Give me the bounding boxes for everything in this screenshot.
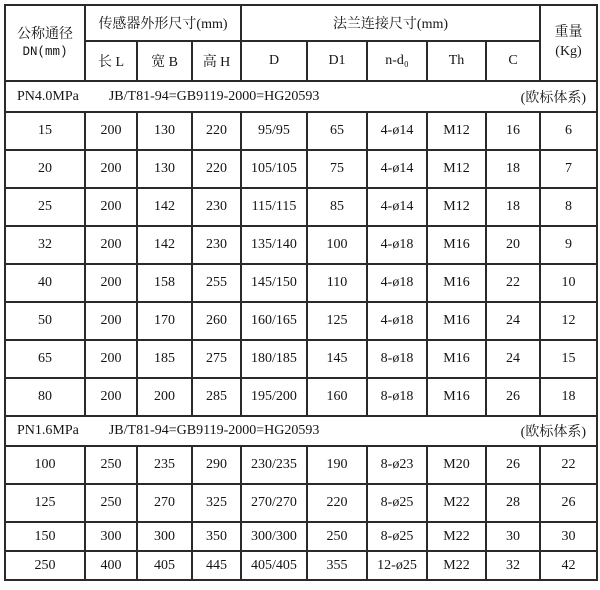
spec-value-cell: 142 xyxy=(137,188,192,226)
dn-value-cell: 32 xyxy=(5,226,85,264)
spec-value-cell: M22 xyxy=(427,551,486,580)
data-row-dn-150 xyxy=(5,522,597,551)
spec-value-cell: 18 xyxy=(540,378,597,416)
spec-value-cell: M16 xyxy=(427,378,486,416)
spec-value-cell: M22 xyxy=(427,522,486,551)
dn-value-cell: 20 xyxy=(5,150,85,188)
spec-value-cell: 200 xyxy=(85,378,137,416)
spec-value-cell: 26 xyxy=(486,378,540,416)
header-length-l: 长 L xyxy=(85,41,137,81)
spec-value-cell: M20 xyxy=(427,446,486,484)
spec-value-cell: 16 xyxy=(486,112,540,150)
dn-value-cell: 50 xyxy=(5,302,85,340)
spec-value-cell: 30 xyxy=(486,522,540,551)
spec-value-cell: 350 xyxy=(192,522,241,551)
dn-value-cell: 25 xyxy=(5,188,85,226)
spec-value-cell: 158 xyxy=(137,264,192,302)
header-n-d0: n-d₀ xyxy=(367,41,427,81)
spec-value-cell: 200 xyxy=(137,378,192,416)
table-header xyxy=(5,5,597,81)
spec-value-cell: 130 xyxy=(137,112,192,150)
spec-value-cell: 275 xyxy=(192,340,241,378)
pressure-section-cell xyxy=(5,81,597,112)
spec-value-cell: 300 xyxy=(137,522,192,551)
spec-value-cell: 250 xyxy=(85,484,137,522)
spec-value-cell: 255 xyxy=(192,264,241,302)
spec-value-cell: 30 xyxy=(540,522,597,551)
spec-value-cell: 220 xyxy=(192,150,241,188)
spec-value-cell: M12 xyxy=(427,188,486,226)
header-width-b: 宽 B xyxy=(137,41,192,81)
spec-value-cell: 270/270 xyxy=(241,484,307,522)
spec-value-cell: 8-ø25 xyxy=(367,522,427,551)
spec-value-cell: 270 xyxy=(137,484,192,522)
dn-value-cell: 100 xyxy=(5,446,85,484)
standard-system-note: (欧标体系) xyxy=(520,425,586,440)
table-body xyxy=(5,81,597,580)
spec-value-cell: 405 xyxy=(137,551,192,580)
spec-value-cell: 230 xyxy=(192,226,241,264)
spec-value-cell: 145 xyxy=(307,340,367,378)
dn-value-cell: 40 xyxy=(5,264,85,302)
spec-value-cell: 300/300 xyxy=(241,522,307,551)
spec-value-cell: 65 xyxy=(307,112,367,150)
spec-value-cell: 22 xyxy=(486,264,540,302)
spec-value-cell: 200 xyxy=(85,226,137,264)
spec-value-cell: 285 xyxy=(192,378,241,416)
spec-value-cell: 18 xyxy=(486,150,540,188)
spec-value-cell: 75 xyxy=(307,150,367,188)
spec-value-cell: 4-ø18 xyxy=(367,302,427,340)
data-row-dn-250 xyxy=(5,551,597,580)
dn-value-cell: 65 xyxy=(5,340,85,378)
spec-value-cell: 4-ø14 xyxy=(367,188,427,226)
data-row-dn-25 xyxy=(5,188,597,226)
spec-value-cell: 24 xyxy=(486,340,540,378)
spec-value-cell: 18 xyxy=(486,188,540,226)
spec-value-cell: 325 xyxy=(192,484,241,522)
spec-value-cell: 135/140 xyxy=(241,226,307,264)
pressure-section-cell xyxy=(5,416,597,446)
header-weight xyxy=(540,5,597,81)
spec-value-cell: 220 xyxy=(192,112,241,150)
spec-value-cell: 230/235 xyxy=(241,446,307,484)
spec-value-cell: 105/105 xyxy=(241,150,307,188)
header-d1: D1 xyxy=(307,41,367,81)
spec-table-page xyxy=(0,4,600,590)
pressure-rating-label: PN4.0MPa xyxy=(17,88,79,104)
spec-value-cell: 8-ø18 xyxy=(367,340,427,378)
dn-value-cell: 80 xyxy=(5,378,85,416)
header-weight-unit: (Kg) xyxy=(555,44,582,59)
spec-value-cell: 95/95 xyxy=(241,112,307,150)
spec-value-cell: 24 xyxy=(486,302,540,340)
spec-value-cell: 26 xyxy=(540,484,597,522)
pressure-rating-label: PN1.6MPa xyxy=(17,423,79,438)
spec-value-cell: 125 xyxy=(307,302,367,340)
dn-value-cell: 125 xyxy=(5,484,85,522)
data-row-dn-15 xyxy=(5,112,597,150)
data-row-dn-40 xyxy=(5,264,597,302)
spec-value-cell: 400 xyxy=(85,551,137,580)
spec-value-cell: M16 xyxy=(427,340,486,378)
spec-value-cell: 170 xyxy=(137,302,192,340)
spec-value-cell: 22 xyxy=(540,446,597,484)
spec-value-cell: 290 xyxy=(192,446,241,484)
spec-value-cell: 145/150 xyxy=(241,264,307,302)
spec-value-cell: 15 xyxy=(540,340,597,378)
spec-value-cell: 160 xyxy=(307,378,367,416)
header-nominal-diameter xyxy=(5,5,85,81)
spec-value-cell: 405/405 xyxy=(241,551,307,580)
spec-value-cell: 160/165 xyxy=(241,302,307,340)
spec-value-cell: 10 xyxy=(540,264,597,302)
spec-value-cell: 200 xyxy=(85,340,137,378)
header-weight-label: 重量 xyxy=(554,25,583,41)
spec-value-cell: 12 xyxy=(540,302,597,340)
spec-value-cell: 42 xyxy=(540,551,597,580)
spec-value-cell: 235 xyxy=(137,446,192,484)
spec-value-cell: 8-ø18 xyxy=(367,378,427,416)
spec-value-cell: 8-ø25 xyxy=(367,484,427,522)
spec-value-cell: 250 xyxy=(307,522,367,551)
header-d: D xyxy=(241,41,307,81)
header-flange-dimensions-group: 法兰连接尺寸(mm) xyxy=(241,5,540,41)
dn-value-cell: 150 xyxy=(5,522,85,551)
spec-value-cell: 250 xyxy=(85,446,137,484)
standard-system-note: (欧标体系) xyxy=(520,90,586,106)
spec-value-cell: M22 xyxy=(427,484,486,522)
spec-value-cell: M12 xyxy=(427,150,486,188)
spec-value-cell: 200 xyxy=(85,302,137,340)
data-row-dn-125 xyxy=(5,484,597,522)
header-height-h: 高 H xyxy=(192,41,241,81)
dn-value-cell: 15 xyxy=(5,112,85,150)
data-row-dn-20 xyxy=(5,150,597,188)
data-row-dn-100 xyxy=(5,446,597,484)
pressure-section-row xyxy=(5,416,597,446)
spec-value-cell: 110 xyxy=(307,264,367,302)
data-row-dn-80 xyxy=(5,378,597,416)
spec-value-cell: M16 xyxy=(427,302,486,340)
spec-value-cell: 195/200 xyxy=(241,378,307,416)
spec-value-cell: M16 xyxy=(427,226,486,264)
data-row-dn-65 xyxy=(5,340,597,378)
spec-value-cell: 445 xyxy=(192,551,241,580)
header-th: Th xyxy=(427,41,486,81)
header-dn-unit: DN(mm) xyxy=(22,44,68,59)
data-row-dn-32 xyxy=(5,226,597,264)
spec-value-cell: 185 xyxy=(137,340,192,378)
spec-value-cell: 190 xyxy=(307,446,367,484)
spec-value-cell: 4-ø14 xyxy=(367,150,427,188)
dn-value-cell: 250 xyxy=(5,551,85,580)
spec-value-cell: 260 xyxy=(192,302,241,340)
spec-value-cell: 142 xyxy=(137,226,192,264)
spec-value-cell: 28 xyxy=(486,484,540,522)
spec-value-cell: 180/185 xyxy=(241,340,307,378)
dimension-spec-table xyxy=(4,4,598,581)
spec-value-cell: 200 xyxy=(85,150,137,188)
header-dn-label: 公称通径 xyxy=(17,26,73,42)
spec-value-cell: 130 xyxy=(137,150,192,188)
spec-value-cell: 20 xyxy=(486,226,540,264)
spec-value-cell: 100 xyxy=(307,226,367,264)
standard-reference-label: JB/T81-94=GB9119-2000=HG20593 xyxy=(108,88,320,104)
header-c: C xyxy=(486,41,540,81)
spec-value-cell: 8-ø23 xyxy=(367,446,427,484)
pressure-section-row xyxy=(5,81,597,112)
spec-value-cell: 26 xyxy=(486,446,540,484)
spec-value-cell: 32 xyxy=(486,551,540,580)
spec-value-cell: 200 xyxy=(85,264,137,302)
spec-value-cell: 6 xyxy=(540,112,597,150)
spec-value-cell: M16 xyxy=(427,264,486,302)
spec-value-cell: 8 xyxy=(540,188,597,226)
standard-reference-label: JB/T81-94=GB9119-2000=HG20593 xyxy=(108,423,320,438)
spec-value-cell: 4-ø14 xyxy=(367,112,427,150)
spec-value-cell: 7 xyxy=(540,150,597,188)
data-row-dn-50 xyxy=(5,302,597,340)
header-sensor-dimensions-group: 传感器外形尺寸(mm) xyxy=(85,5,241,41)
spec-value-cell: 355 xyxy=(307,551,367,580)
spec-value-cell: 115/115 xyxy=(241,188,307,226)
spec-value-cell: 4-ø18 xyxy=(367,264,427,302)
spec-value-cell: 85 xyxy=(307,188,367,226)
spec-value-cell: 200 xyxy=(85,112,137,150)
spec-value-cell: 4-ø18 xyxy=(367,226,427,264)
spec-value-cell: 300 xyxy=(85,522,137,551)
spec-value-cell: 230 xyxy=(192,188,241,226)
spec-value-cell: 9 xyxy=(540,226,597,264)
spec-value-cell: 200 xyxy=(85,188,137,226)
spec-value-cell: 220 xyxy=(307,484,367,522)
spec-value-cell: 12-ø25 xyxy=(367,551,427,580)
spec-value-cell: M12 xyxy=(427,112,486,150)
